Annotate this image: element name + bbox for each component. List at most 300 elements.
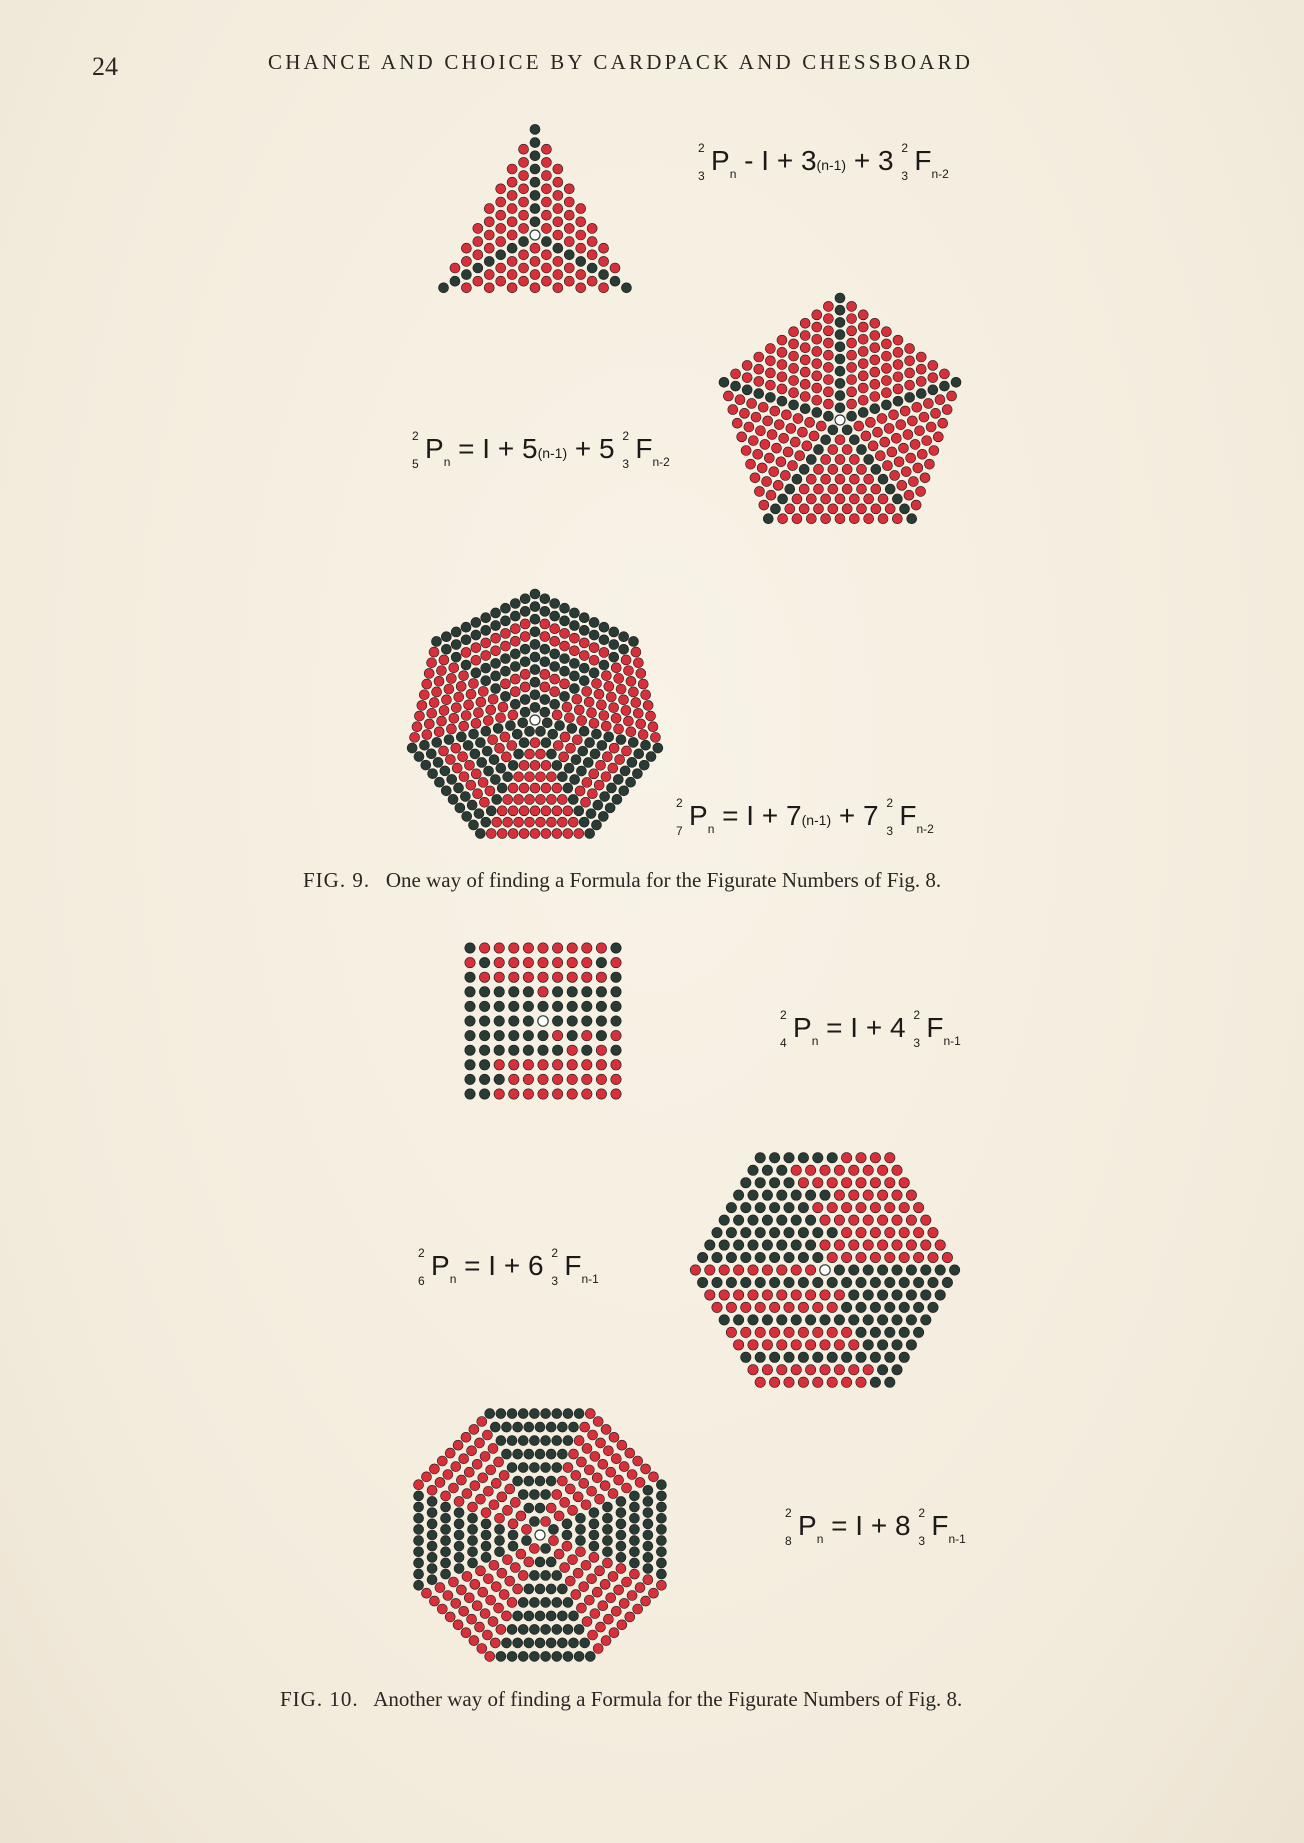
- figure-dot: [541, 760, 551, 770]
- figure-dot: [477, 1417, 487, 1427]
- figure-dot: [616, 1530, 626, 1540]
- figure-dot: [858, 371, 868, 381]
- figure-dot: [552, 957, 562, 967]
- figure-dot: [441, 1569, 451, 1579]
- figure-dot: [922, 436, 932, 446]
- figure-dot: [911, 500, 921, 510]
- figure-dot: [541, 184, 551, 194]
- figure-dot: [484, 270, 494, 280]
- figure-dot: [863, 1240, 873, 1250]
- figure-dot: [747, 398, 757, 408]
- figure-dot: [520, 632, 530, 642]
- figure-dot: [538, 1060, 548, 1070]
- figure-dot: [765, 356, 775, 366]
- heptagon-dot-figure: [395, 580, 675, 850]
- figure-dot: [494, 957, 504, 967]
- figure-dot: [812, 359, 822, 369]
- figure-dot: [541, 250, 551, 260]
- figure-dot: [579, 1478, 589, 1488]
- figure-dot: [414, 1524, 424, 1534]
- figure-dot: [500, 628, 510, 638]
- figure-dot: [600, 1579, 610, 1589]
- figure-dot: [636, 668, 646, 678]
- figure-dot: [617, 1620, 627, 1630]
- figure-dot: [611, 663, 621, 673]
- figure-dot: [800, 318, 810, 328]
- figure-dot: [755, 1327, 765, 1337]
- figure-dot: [491, 658, 501, 668]
- figure-dot: [923, 398, 933, 408]
- figure-dot: [596, 1030, 606, 1040]
- figure-dot: [733, 1265, 743, 1275]
- figure-dot: [530, 589, 540, 599]
- figure-dot: [877, 414, 887, 424]
- figure-dot: [481, 663, 491, 673]
- figure-dot: [905, 356, 915, 366]
- figure-dot: [548, 1524, 558, 1534]
- figure-dot: [777, 372, 787, 382]
- figure-dot: [596, 1001, 606, 1011]
- figure-dot: [893, 396, 903, 406]
- figure-dot: [574, 705, 584, 715]
- figure-dot: [480, 1609, 490, 1619]
- figure-dot: [553, 204, 563, 214]
- figure-dot: [564, 223, 574, 233]
- figure-dot: [799, 464, 809, 474]
- figure-dot: [508, 783, 518, 793]
- figure-dot: [748, 1265, 758, 1275]
- figure-dot: [520, 669, 530, 679]
- figure-dot: [509, 1089, 519, 1099]
- figure-dot: [587, 1486, 597, 1496]
- figure-dot: [781, 410, 791, 420]
- figure-dot: [798, 1178, 808, 1188]
- figure-dot: [863, 1190, 873, 1200]
- figure-dot: [552, 1624, 562, 1634]
- figure-dot: [562, 1530, 572, 1540]
- figure-dot: [501, 1449, 511, 1459]
- figure-dot: [769, 1302, 779, 1312]
- figure-dot: [835, 474, 845, 484]
- figure-dot: [827, 1202, 837, 1212]
- figure-dot: [800, 343, 810, 353]
- figure-dot: [541, 829, 551, 839]
- figure-dot: [432, 687, 442, 697]
- figure-dot: [765, 368, 775, 378]
- figure-dot: [847, 326, 857, 336]
- figure-dot: [434, 727, 444, 737]
- figure-dot: [798, 1277, 808, 1287]
- figure-dot: [567, 943, 577, 953]
- figure-dot: [523, 1045, 533, 1055]
- figure-dot: [842, 445, 852, 455]
- figure-dot: [451, 743, 461, 753]
- figure-dot: [596, 943, 606, 953]
- figure-dot: [441, 1547, 451, 1557]
- figure-dot: [576, 1603, 586, 1613]
- figure-dot: [461, 635, 471, 645]
- figure-dot: [582, 1443, 592, 1453]
- figure-dot: [906, 1190, 916, 1200]
- figure-dot: [626, 727, 636, 737]
- figure-dot: [574, 1651, 584, 1661]
- figure-dot: [582, 987, 592, 997]
- figure-dot: [604, 681, 614, 691]
- figure-dot: [827, 1302, 837, 1312]
- figure-dot: [823, 399, 833, 409]
- figure-dot: [733, 1215, 743, 1225]
- figure-dot: [635, 1477, 645, 1487]
- figure-dot: [563, 1624, 573, 1634]
- figure-dot: [744, 422, 754, 432]
- figure-dot: [619, 1598, 629, 1608]
- figure-dot: [530, 677, 540, 687]
- figure-dot: [541, 237, 551, 247]
- figure-dot: [731, 381, 741, 391]
- figure-dot: [857, 484, 867, 494]
- figure-dot: [762, 1190, 772, 1200]
- figure-dot: [575, 786, 585, 796]
- figure-dot: [877, 1215, 887, 1225]
- figure-dot: [834, 1165, 844, 1175]
- figure-dot: [510, 687, 520, 697]
- figure-dot: [541, 197, 551, 207]
- figure-dot: [835, 354, 845, 364]
- figure-dot: [877, 1165, 887, 1175]
- figure-dot: [870, 1302, 880, 1312]
- figure-dot: [875, 451, 885, 461]
- figure-dot: [769, 467, 779, 477]
- figure-dot: [479, 943, 489, 953]
- figure-dot: [492, 817, 502, 827]
- figure-dot: [742, 373, 752, 383]
- figure-dot: [553, 164, 563, 174]
- figure-dot: [505, 721, 515, 731]
- figure-dot: [616, 1508, 626, 1518]
- figure-dot: [479, 797, 489, 807]
- figure-dot: [780, 470, 790, 480]
- figure-dot: [563, 1597, 573, 1607]
- figure-dot: [414, 1513, 424, 1523]
- figure-dot: [791, 1190, 801, 1200]
- figure-dot: [454, 1564, 464, 1574]
- figure-dot: [863, 1265, 873, 1275]
- figure-dot: [602, 1513, 612, 1523]
- figure-dot: [524, 1584, 534, 1594]
- figure-dot: [468, 1524, 478, 1534]
- figure-dot: [789, 327, 799, 337]
- figure-dot: [656, 1536, 666, 1546]
- figure-dot: [589, 617, 599, 627]
- figure-dot: [800, 391, 810, 401]
- figure-dot: [585, 1651, 595, 1661]
- figure-dot: [812, 346, 822, 356]
- figure-dot: [467, 1614, 477, 1624]
- figure-dot: [441, 644, 451, 654]
- figure-dot: [626, 777, 636, 787]
- figure-dot: [719, 1215, 729, 1225]
- figure-dot: [486, 806, 496, 816]
- figure-dot: [462, 811, 472, 821]
- figure-dot: [465, 972, 475, 982]
- figure-dot: [619, 632, 629, 642]
- figure-dot: [913, 463, 923, 473]
- figure-dot: [466, 689, 476, 699]
- figure-dot: [935, 1265, 945, 1275]
- figure-dot: [481, 1508, 491, 1518]
- figure-dot: [435, 1477, 445, 1487]
- figure-dot: [475, 1566, 485, 1576]
- figure-dot: [599, 256, 609, 266]
- figure-dot: [601, 772, 611, 782]
- figure-dot: [470, 1481, 480, 1491]
- figure-dot: [835, 305, 845, 315]
- center-dot: [820, 1265, 830, 1275]
- figure-dot: [893, 347, 903, 357]
- figure-dot: [575, 1524, 585, 1534]
- figure-dot: [653, 743, 663, 753]
- figure-dot: [419, 690, 429, 700]
- figure-dot: [858, 407, 868, 417]
- figure-dot: [576, 243, 586, 253]
- figure-dot: [518, 1490, 528, 1500]
- figure-dot: [592, 679, 602, 689]
- figure-dot: [509, 943, 519, 953]
- figure-dot: [530, 783, 540, 793]
- figure-dot: [530, 665, 540, 675]
- figure-dot: [741, 1178, 751, 1188]
- figure-dot: [842, 464, 852, 474]
- figure-dot: [849, 474, 859, 484]
- figure-dot: [518, 1436, 528, 1446]
- figure-dot: [462, 1489, 472, 1499]
- figure-dot: [762, 1240, 772, 1250]
- figure-dot: [550, 674, 560, 684]
- figure-dot: [896, 420, 906, 430]
- figure-dot: [519, 223, 529, 233]
- figure-dot: [582, 1074, 592, 1084]
- figure-dot: [719, 1315, 729, 1325]
- figure-dot: [513, 1611, 523, 1621]
- figure-dot: [510, 1497, 520, 1507]
- figure-dot: [792, 474, 802, 484]
- figure-dot: [445, 1612, 455, 1622]
- figure-dot: [899, 1252, 909, 1262]
- figure-dot: [569, 684, 579, 694]
- figure-dot: [461, 270, 471, 280]
- figure-dot: [589, 769, 599, 779]
- figure-dot: [629, 1513, 639, 1523]
- figure-dot: [823, 338, 833, 348]
- figure-dot: [827, 1277, 837, 1287]
- figure-dot: [777, 360, 787, 370]
- figure-dot: [535, 1422, 545, 1432]
- figure-dot: [913, 1252, 923, 1262]
- figure-dot: [611, 713, 621, 723]
- figure-dot: [608, 1489, 618, 1499]
- figure-dot: [514, 749, 524, 759]
- figure-dot: [619, 1462, 629, 1472]
- figure-dot: [935, 1290, 945, 1300]
- figure-dot: [519, 276, 529, 286]
- figure-dot: [621, 746, 631, 756]
- figure-dot: [769, 1178, 779, 1188]
- figure-dot: [459, 721, 469, 731]
- figure-dot: [762, 1265, 772, 1275]
- figure-dot: [733, 1190, 743, 1200]
- figure-dot: [598, 1601, 608, 1611]
- figure-dot: [541, 171, 551, 181]
- figure-dot: [546, 817, 556, 827]
- figure-dot: [596, 1438, 606, 1448]
- figure-dot: [481, 817, 491, 827]
- figure-dot: [835, 330, 845, 340]
- figure-dot: [464, 700, 474, 710]
- figure-dot: [484, 283, 494, 293]
- figure-dot: [812, 395, 822, 405]
- figure-dot: [870, 343, 880, 353]
- figure-dot: [885, 1178, 895, 1188]
- figure-dot: [414, 1569, 424, 1579]
- figure-dot: [885, 1327, 895, 1337]
- figure-dot: [498, 702, 508, 712]
- figure-dot: [584, 1465, 594, 1475]
- figure-dot: [507, 243, 517, 253]
- figure-dot: [742, 385, 752, 395]
- figure-dot: [461, 660, 471, 670]
- figure-dot: [427, 1496, 437, 1506]
- figure-dot: [892, 1215, 902, 1225]
- figure-dot: [592, 1587, 602, 1597]
- figure-dot: [477, 1644, 487, 1654]
- figure-dot: [581, 797, 591, 807]
- figure-dot: [414, 711, 424, 721]
- figure-dot: [508, 760, 518, 770]
- figure-dot: [947, 391, 957, 401]
- figure-dot: [892, 1190, 902, 1200]
- figure-dot: [508, 1530, 518, 1540]
- figure-dot: [437, 1604, 447, 1614]
- figure-dot: [541, 263, 551, 273]
- figure-dot: [731, 369, 741, 379]
- figure-dot: [410, 732, 420, 742]
- figure-dot: [939, 381, 949, 391]
- figure-dot: [823, 301, 833, 311]
- figure-dot: [599, 647, 609, 657]
- figure-dot: [524, 1476, 534, 1486]
- figure-dot: [858, 334, 868, 344]
- figure-dot: [856, 1153, 866, 1163]
- figure-dot: [849, 435, 859, 445]
- figure-dot: [601, 671, 611, 681]
- figure-dot: [928, 360, 938, 370]
- figure-dot: [603, 1614, 613, 1624]
- figure-dot: [529, 1597, 539, 1607]
- figure-dot: [881, 376, 891, 386]
- figure-dot: [800, 355, 810, 365]
- figure-dot: [592, 1473, 602, 1483]
- figure-dot: [827, 1352, 837, 1362]
- figure-dot: [469, 729, 479, 739]
- figure-dot: [535, 817, 545, 827]
- figure-dot: [635, 1583, 645, 1593]
- figure-dot: [748, 1240, 758, 1250]
- figure-dot: [870, 1377, 880, 1387]
- figure-dot: [616, 1541, 626, 1551]
- figure-dot: [509, 1060, 519, 1070]
- figure-dot: [481, 726, 491, 736]
- figure-dot: [523, 943, 533, 953]
- figure-dot: [546, 1503, 556, 1513]
- figure-dot: [567, 1016, 577, 1026]
- figure-dot: [628, 737, 638, 747]
- figure-dot: [557, 794, 567, 804]
- figure-dot: [573, 1568, 583, 1578]
- figure-dot: [530, 652, 540, 662]
- figure-dot: [899, 1178, 909, 1188]
- figure-dot: [522, 1536, 532, 1546]
- figure-dot: [519, 263, 529, 273]
- figure-dot: [789, 363, 799, 373]
- figure-dot: [529, 1463, 539, 1473]
- figure-dot: [529, 1624, 539, 1634]
- figure-dot: [611, 1089, 621, 1099]
- figure-dot: [579, 726, 589, 736]
- figure9-caption-text: One way of finding a Formula for the Figurate Numbers of Fig. 8.: [385, 868, 942, 892]
- figure-dot: [538, 957, 548, 967]
- figure-dot: [456, 1475, 466, 1485]
- figure-dot: [557, 817, 567, 827]
- figure-dot: [602, 1502, 612, 1512]
- figure-dot: [827, 1377, 837, 1387]
- figure-dot: [798, 1202, 808, 1212]
- figure-dot: [567, 957, 577, 967]
- figure-dot: [805, 1365, 815, 1375]
- figure-dot: [552, 1045, 562, 1055]
- figure-dot: [451, 1598, 461, 1608]
- figure-dot: [588, 1630, 598, 1640]
- figure-dot: [481, 613, 491, 623]
- figure-dot: [847, 314, 857, 324]
- figure-dot: [582, 972, 592, 982]
- figure-dot: [552, 1409, 562, 1419]
- figure-dot: [596, 1622, 606, 1632]
- figure-dot: [494, 1001, 504, 1011]
- figure-dot: [586, 809, 596, 819]
- figure-dot: [610, 263, 620, 273]
- figure-dot: [552, 1597, 562, 1607]
- figure-dot: [754, 486, 764, 496]
- figure-dot: [479, 1016, 489, 1026]
- figure-dot: [748, 1165, 758, 1175]
- figure-dot: [754, 389, 764, 399]
- figure-dot: [466, 780, 476, 790]
- figure-dot: [508, 1541, 518, 1551]
- figure-dot: [541, 1409, 551, 1419]
- figure-dot: [508, 806, 518, 816]
- figure-dot: [784, 1277, 794, 1287]
- figure-dot: [599, 660, 609, 670]
- figure-dot: [461, 243, 471, 253]
- figure-dot: [820, 1365, 830, 1375]
- figure-dot: [482, 1430, 492, 1440]
- figure-dot: [432, 737, 442, 747]
- figure-dot: [507, 741, 517, 751]
- figure-dot: [905, 380, 915, 390]
- figure-dot: [552, 1490, 562, 1500]
- figure-dot: [791, 1240, 801, 1250]
- figure-dot: [535, 726, 545, 736]
